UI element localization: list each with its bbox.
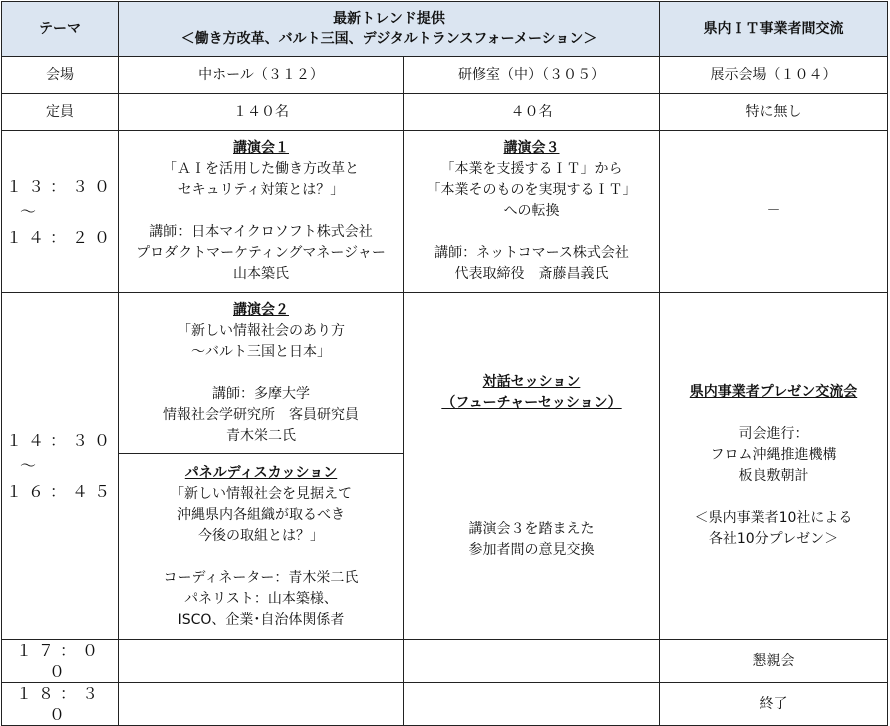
slot2-end: １６：４５: [6, 482, 117, 501]
panel-cell: [119, 454, 404, 640]
slot3-time: １７：００: [2, 640, 119, 683]
slot1-time: [2, 131, 119, 293]
capacity-room: ４０名: [404, 94, 660, 131]
panel-coord: コーディネーター：青木栄二氏: [163, 569, 359, 586]
capacity-label: 定員: [2, 94, 119, 131]
slot3-row: [2, 640, 888, 683]
capacity-row: [2, 94, 888, 131]
venue-room: 研修室（中）（３０５）: [404, 57, 660, 94]
slot3-hall: [119, 640, 404, 683]
panel-panelist2: ISCO、企業･自治体関係者: [177, 611, 345, 628]
lecture2-line1: 「新しい情報社会のあり方: [177, 322, 345, 339]
dialogue-desc1: 講演会３を踏まえた: [468, 520, 595, 537]
slot3-room: [404, 640, 660, 683]
dialogue-title2: （フューチャーセッション）: [441, 394, 622, 411]
capacity-exhibit: 特に無し: [660, 94, 888, 131]
slot2-time: [2, 293, 119, 640]
slot2-tilde: ～: [20, 456, 37, 475]
lecture3-line2: 「本業そのものを実現するＩＴ」: [426, 182, 637, 198]
theme-header: テーマ: [2, 2, 119, 57]
trend-header: [119, 2, 660, 57]
slot4-hall: [119, 683, 404, 726]
lecture1-line2: セキュリティ対策とは？」: [177, 182, 345, 198]
lecture1-line1: 「ＡＩを活用した働き方改革と: [163, 161, 359, 177]
presen-title: 県内事業者プレゼン交流会: [689, 384, 858, 400]
presen-mc3: 板良敷朝計: [738, 468, 809, 484]
panel-panelist: パネリスト：山本築様、: [184, 590, 338, 607]
venue-label: 会場: [2, 57, 119, 94]
venue-row: [2, 57, 888, 94]
presen-note2: 各社10分プレゼン＞: [708, 531, 839, 547]
panel-line2: 沖縄県内各組織が取るべき: [177, 506, 345, 523]
slot2-row-a: [2, 293, 888, 454]
slot1-tilde: ～: [20, 201, 37, 221]
slot1-end: １４：２０: [6, 227, 117, 247]
panel-line1: 「新しい情報社会を見据えて: [170, 485, 352, 502]
lecture3-line3: への転換: [503, 203, 560, 219]
lecture3-cell: [404, 131, 660, 293]
venue-hall: 中ホール（３１２）: [119, 57, 404, 94]
presen-note1: ＜県内事業者10社による: [694, 510, 853, 526]
lecture2-speaker1: 講師：多摩大学: [212, 385, 310, 402]
panel-line3: 今後の取組とは？」: [198, 527, 324, 544]
capacity-hall: １４０名: [119, 94, 404, 131]
slot4-room: [404, 683, 660, 726]
lecture2-cell: [119, 293, 404, 454]
slot1-start: １３：３０: [6, 176, 117, 196]
lecture3-speaker1: 講師：ネットコマース株式会社: [434, 245, 629, 261]
lecture2-speaker3: 青木栄二氏: [226, 427, 296, 444]
lecture1-speaker1: 講師：日本マイクロソフト株式会社: [149, 224, 373, 240]
lecture1-cell: [119, 131, 404, 293]
header-row: [2, 2, 888, 57]
slot4-exhibit: 終了: [660, 683, 888, 726]
slot3-exhibit: 懇親会: [660, 640, 888, 683]
lecture2-speaker2: 情報社会学研究所 客員研究員: [163, 406, 359, 423]
trend-subtitle: ＜働き方改革、バルト三国、デジタルトランスフォーメーション＞: [180, 31, 598, 47]
presen-mc2: フロム沖縄推進機構: [710, 447, 837, 463]
slot1-row: [2, 131, 888, 293]
lecture2-title: 講演会２: [233, 301, 289, 318]
lecture1-title: 講演会１: [233, 140, 289, 156]
exchange-header: 県内ＩＴ事業者間交流: [660, 2, 888, 57]
lecture2-line2: ～バルト三国と日本」: [191, 343, 331, 360]
schedule-table: [1, 1, 888, 726]
slot4-time: １８：３０: [2, 683, 119, 726]
slot2-start: １４：３０: [6, 431, 117, 450]
lecture3-line1: 「本業を支援するＩＴ」から: [440, 161, 623, 177]
slot1-exhibit: －: [660, 131, 888, 293]
trend-title: 最新トレンド提供: [333, 11, 445, 27]
slot4-row: [2, 683, 888, 726]
lecture3-title: 講演会３: [503, 140, 560, 156]
dialogue-desc2: 参加者間の意見交換: [468, 541, 595, 558]
dialogue-title1: 対話セッション: [482, 373, 581, 390]
lecture1-speaker3: 山本築氏: [233, 266, 289, 282]
presen-cell: [660, 293, 888, 640]
panel-title: パネルディスカッション: [184, 464, 338, 481]
dialogue-cell: [404, 293, 660, 640]
venue-exhibit: 展示会場（１０４）: [660, 57, 888, 94]
lecture1-speaker2: プロダクトマーケティングマネージャー: [136, 245, 386, 261]
lecture3-speaker2: 代表取締役 斎藤昌義氏: [454, 266, 609, 282]
presen-mc1: 司会進行：: [738, 426, 809, 442]
